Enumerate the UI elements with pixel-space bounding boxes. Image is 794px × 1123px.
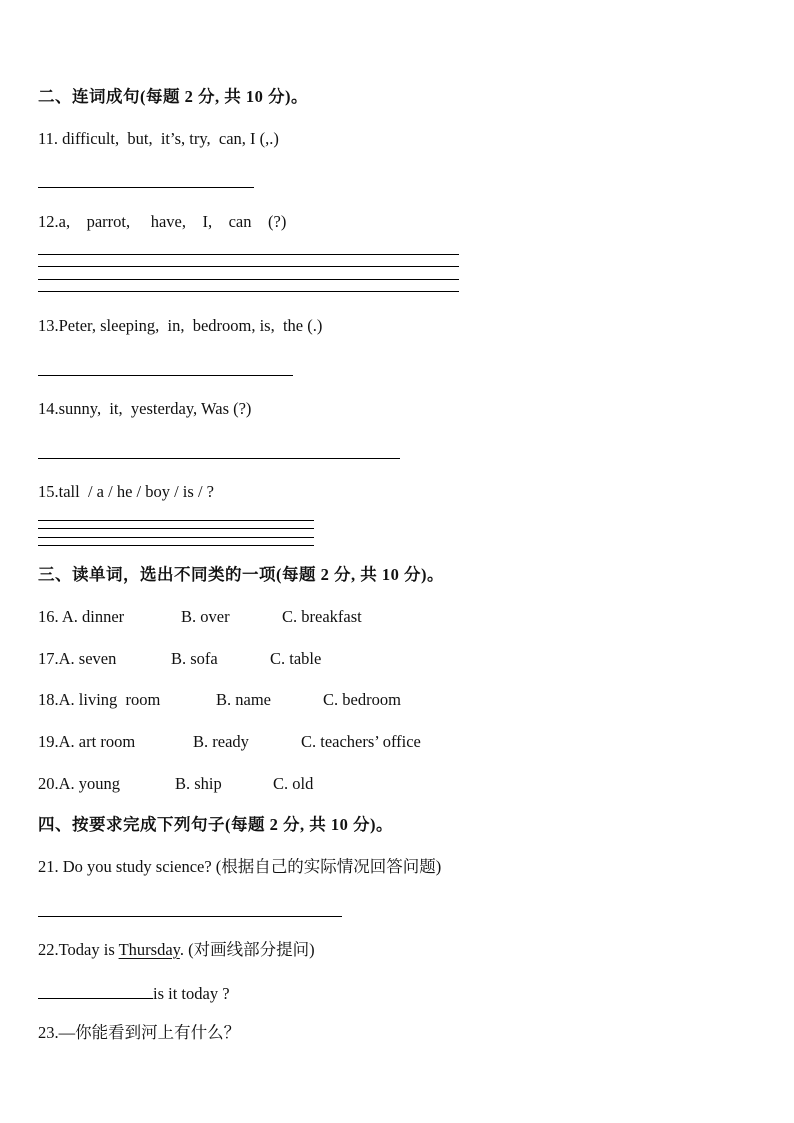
answer-line-15c[interactable] [38, 537, 314, 538]
answer-line-14[interactable] [38, 458, 400, 459]
question-22-underlined-word: Thursday [118, 940, 180, 959]
question-22-suffix: . (对画线部分提问) [179, 940, 315, 959]
section-4-heading: 四、按要求完成下列句子(每题 2 分, 共 10 分)。 [38, 815, 393, 834]
answer-line-21[interactable] [38, 916, 342, 917]
answer-line-15d[interactable] [38, 545, 314, 546]
answer-line-12b[interactable] [38, 266, 459, 267]
question-20-b: B. ship [175, 774, 222, 793]
question-14: 14.sunny, it, yesterday, Was (?) [38, 399, 252, 418]
section-2-heading: 二、连词成句(每题 2 分, 共 10 分)。 [38, 87, 308, 106]
question-16-a: 16. A. dinner [38, 607, 125, 626]
question-13: 13.Peter, sleeping, in, bedroom, is, the (.) [38, 316, 323, 335]
answer-line-12c[interactable] [38, 279, 459, 280]
question-15: 15.tall / a / he / boy / is / ? [38, 482, 214, 501]
question-19-a: 19.A. art room [38, 732, 136, 751]
question-23: 23.—你能看到河上有什么？ [38, 1023, 241, 1042]
question-12: 12.a, parrot, have, I, can (?) [38, 212, 287, 231]
question-20-c: C. old [273, 774, 314, 793]
question-19-b: B. ready [193, 732, 249, 751]
question-17-a: 17.A. seven [38, 649, 117, 668]
question-22 [38, 942, 315, 959]
question-16-c: C. breakfast [282, 607, 362, 626]
question-16-b: B. over [181, 607, 230, 626]
question-17-b: B. sofa [171, 649, 218, 668]
answer-line-13[interactable] [38, 375, 293, 376]
question-19-c: C. teachers’ office [301, 732, 421, 751]
question-20-a: 20.A. young [38, 774, 121, 793]
question-11: 11. difficult, but, it’s, try, can, I (,.) [38, 129, 279, 148]
question-17-c: C. table [270, 649, 322, 668]
answer-line-12d[interactable] [38, 291, 459, 292]
question-22-prefix: 22.Today is [38, 940, 119, 959]
question-22-answer-row [38, 984, 230, 1003]
question-21: 21. Do you study science? (根据自己的实际情况回答问题) [38, 857, 442, 876]
question-18-a: 18.A. living room [38, 690, 161, 709]
answer-line-12a[interactable] [38, 254, 459, 255]
question-22-answer-tail: is it today ? [153, 984, 230, 1003]
section-3-heading: 三、读单词，选出不同类的一项(每题 2 分, 共 10 分)。 [38, 565, 444, 584]
answer-line-11[interactable] [38, 187, 254, 188]
answer-blank-22[interactable] [38, 984, 153, 999]
question-18-b: B. name [216, 690, 271, 709]
answer-line-15b[interactable] [38, 528, 314, 529]
question-18-c: C. bedroom [323, 690, 401, 709]
answer-line-15a[interactable] [38, 520, 314, 521]
